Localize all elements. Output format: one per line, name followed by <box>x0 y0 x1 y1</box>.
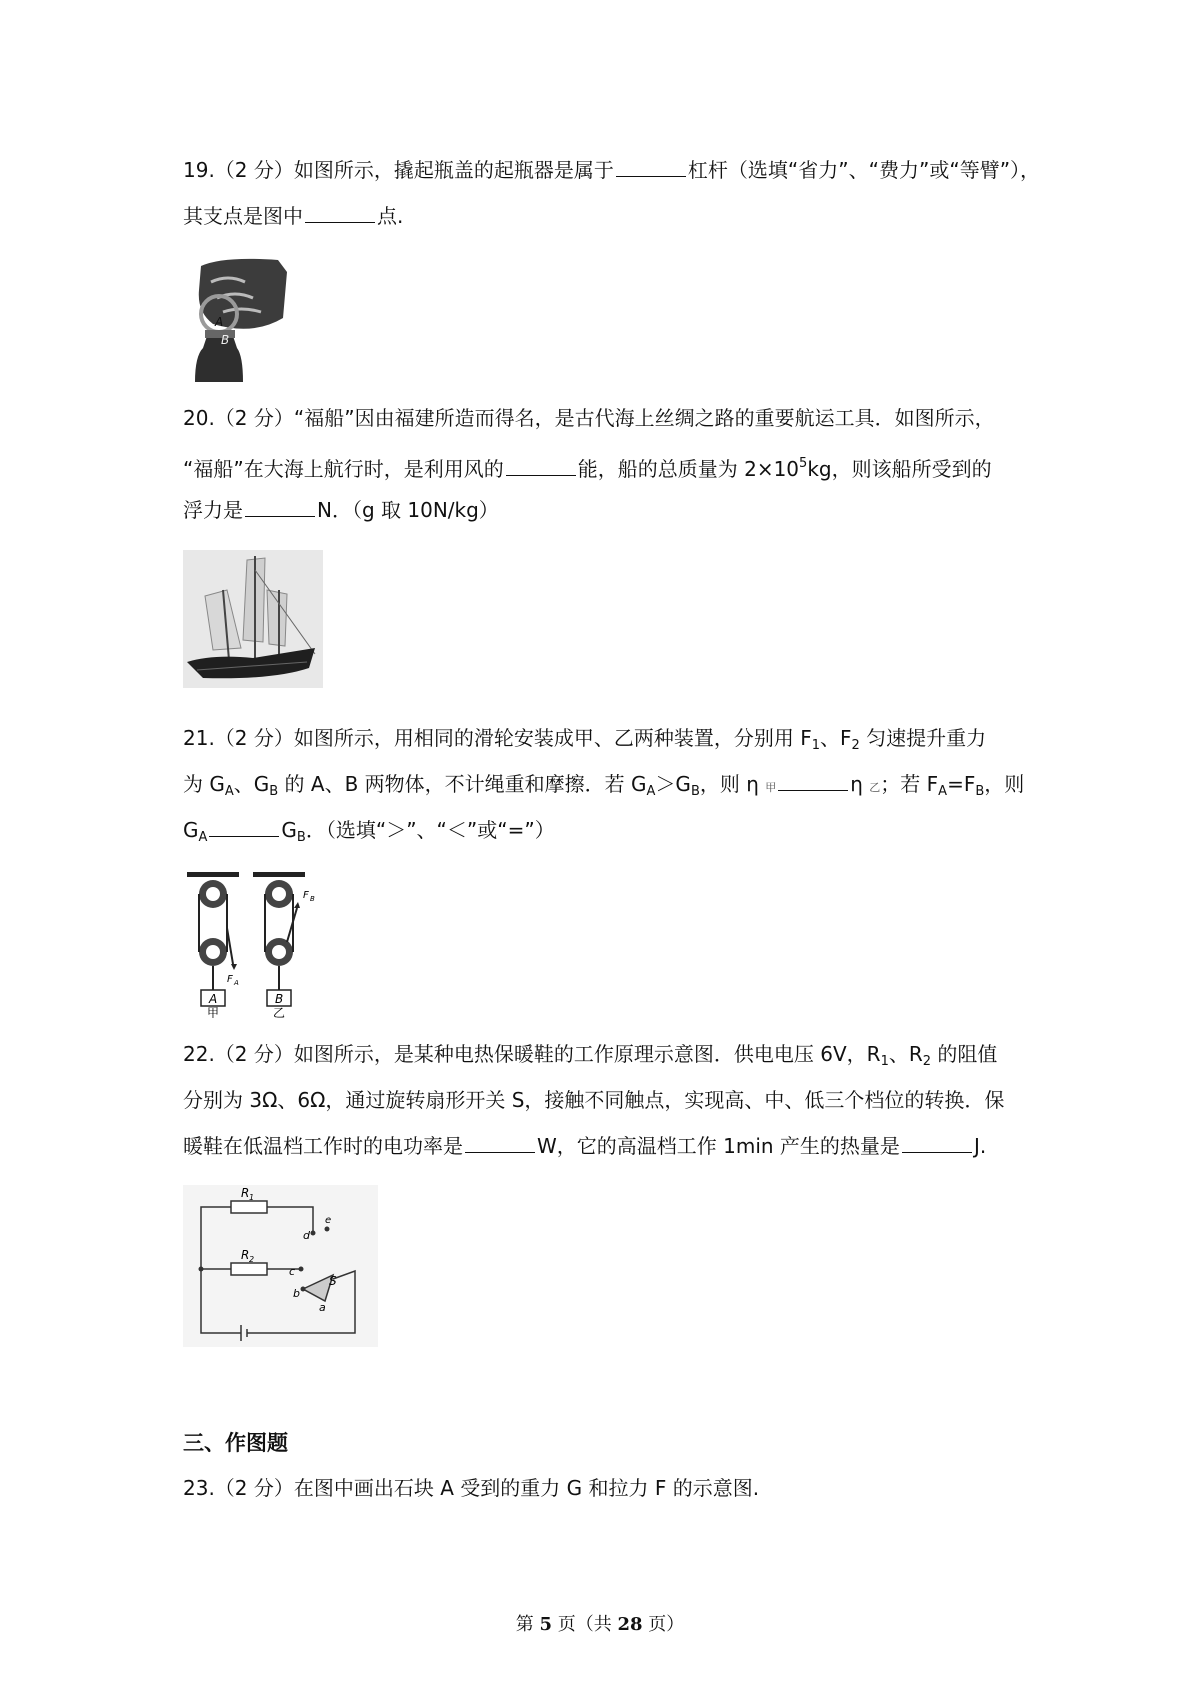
contact-c-label: c <box>289 1265 296 1278</box>
q22-line2: 分别为 3Ω、6Ω，通过旋转扇形开关 S，接触不同触点，实现高、中、低三个档位的转换．保 <box>183 1088 1005 1112</box>
force-fa-label: F <box>227 974 233 985</box>
answer-blank[interactable] <box>245 498 315 517</box>
answer-blank[interactable] <box>616 158 686 177</box>
q21-line1: 21.（2 分）如图所示，用相同的滑轮安装成甲、乙两种装置，分别用 $F_1$、$F_2$ 匀速提升重力 <box>183 726 987 753</box>
box-a-label: A <box>209 992 218 1006</box>
box-b-label: B <box>275 992 284 1006</box>
switch-s-label: S <box>329 1274 337 1288</box>
answer-blank[interactable] <box>506 457 576 476</box>
fu-ship-figure <box>183 550 323 688</box>
q19-line2: 其支点是图中 点. <box>183 204 404 228</box>
q21-line2: 为 $G_A$、$G_B$ 的 A、B 两物体，不计绳重和摩擦．若 $G_A>G_B$，则 η 甲 η 乙；若 $F_A=F_B$，则 <box>183 772 1025 799</box>
label-jia: 甲 <box>207 1006 220 1018</box>
r2-label: R <box>241 1248 250 1262</box>
q21-line3: $G_A$ $G_B$．（选填“＞”、“＜”或“=”） <box>183 818 555 845</box>
q20-line2: “福船”在大海上航行时，是利用风的 能，船的总质量为 $2\times 10^5kg$，则该船所受到的 <box>183 456 992 481</box>
answer-blank[interactable] <box>778 772 848 791</box>
q19-line1: 19.（2 分）如图所示，撬起瓶盖的起瓶器是属于 杠杆（选填“省力”、“费力”或“等臂”）， <box>183 158 1041 182</box>
contact-e-label: e <box>325 1215 332 1226</box>
force-fb-sub: B <box>310 895 315 903</box>
q23-line1: 23.（2 分）在图中画出石块 A 受到的重力 G 和拉力 F 的示意图. <box>183 1476 760 1500</box>
total-pages: 28 <box>617 1614 643 1635</box>
contact-b-label: b <box>293 1287 300 1300</box>
q22-line1: 22.（2 分）如图所示，是某种电热保暖鞋的工作原理示意图．供电电压 6V，$R_1$、$R_2$ 的阻值 <box>183 1042 998 1069</box>
r2-sub: 2 <box>249 1255 255 1264</box>
circuit-diagram-figure <box>183 1185 378 1347</box>
point-b-label: B <box>221 333 230 347</box>
q22-line3: 暖鞋在低温档工作时的电功率是 W，它的高温档工作 1min 产生的热量是 J. <box>183 1134 987 1158</box>
contact-a-label: a <box>319 1301 326 1314</box>
pulley-system-figure <box>183 868 333 1018</box>
q20-line1: 20.（2 分）“福船”因由福建所造而得名，是古代海上丝绸之路的重要航运工具．如图所示， <box>183 406 995 430</box>
answer-blank[interactable] <box>465 1134 535 1153</box>
section-title: 三、作图题 <box>183 1431 288 1455</box>
page-footer: 第 5 页（共 28 页） <box>515 1614 685 1635</box>
answer-blank[interactable] <box>902 1134 972 1153</box>
bottle-opener-figure <box>183 252 293 384</box>
current-page: 5 <box>539 1614 552 1635</box>
point-a-label: A <box>215 315 224 329</box>
force-fa-sub: A <box>234 979 239 987</box>
force-fb-label: F <box>303 890 309 901</box>
answer-blank[interactable] <box>209 818 279 837</box>
answer-blank[interactable] <box>305 204 375 223</box>
q20-line3: 浮力是 N．（g 取 10N/kg） <box>183 498 499 522</box>
label-yi: 乙 <box>273 1006 286 1018</box>
contact-d-label: d <box>303 1229 310 1242</box>
r1-label: R <box>241 1186 250 1200</box>
r1-sub: 1 <box>249 1193 255 1202</box>
